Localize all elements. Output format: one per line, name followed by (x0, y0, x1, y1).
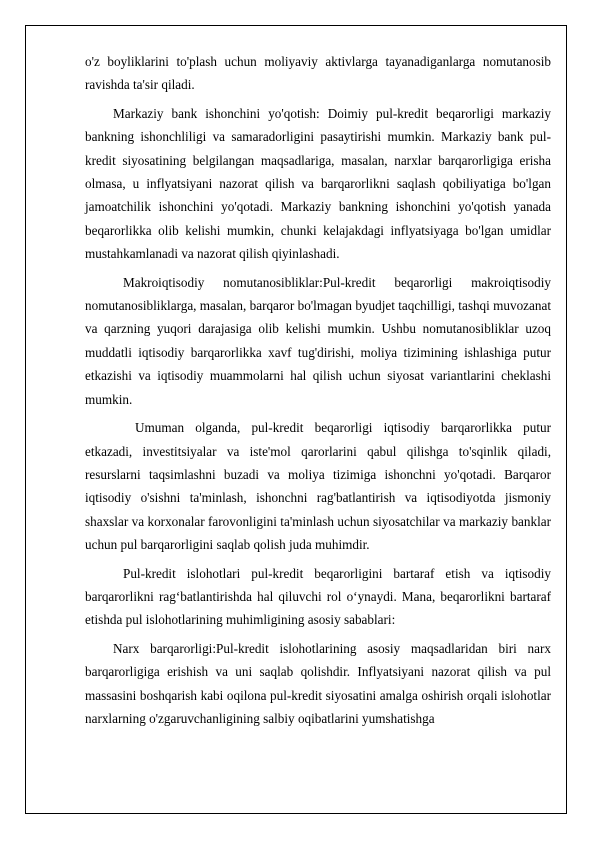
paragraph-monetary-reforms: Pul-kredit islohotlari pul-kredit beqarorligini bartaraf etish va iqtisodiy barqarorlikni rag‘batlantirishda hal qiluvchi rol o‘ynaydi. Mana, beqarorlikni bartaraf etishda pul islohotlarining muhimligining asosiy sabablari: (85, 565, 551, 628)
paragraph-macroeconomic-imbalances: Makroiqtisodiy nomutanosibliklar:Pul-kredit beqarorligi makroiqtisodiy nomutanosibliklarga, masalan, barqaror bo'lmagan byudjet taqchilligi, tashqi muvozanat va qarzning yuqori darajasiga olib kelishi mumkin. Ushbu nomutanosibliklar uzoq muddatli iqtisodiy barqarorlikka xavf tug'dirishi, moliya tizimining ishlashiga putur etkazishi va iqtisodiy muammolarni hal qilish uchun siyosat variantlarini cheklashi mumkin. (85, 274, 551, 407)
paragraph-summary: Umuman olganda, pul-kredit beqarorligi iqtisodiy barqarorlikka putur etkazadi, investitsiyalar va iste'mol qarorlarini qabul qilishga to'sqinlik qiladi, resurslarni taqsimlashni buzadi va moliya tizimiga ishonchni yo'qotadi. Barqaror iqtisodiy o'sishni ta'minlash, ishonchni rag'batlantirish va iqtisodiyotda jismoniy shaxslar va korxonalar farovonligini ta'minlash uchun siyosatchilar va markaziy banklar uchun pul barqarorligini saqlab qolish juda muhimdir. (85, 420, 551, 553)
document-body (85, 50, 551, 735)
paragraph-continuation: o'z boyliklarini to'plash uchun moliyaviy aktivlarga tayanadiganlarga nomutanosib ravishda ta'sir qiladi. (85, 54, 551, 93)
paragraph-price-stability: Narx barqarorligi:Pul-kredit islohotlarining asosiy maqsadlaridan biri narx barqarorligiga erishish va uni saqlab qolishdir. Inflyatsiyani nazorat qilish va pul massasini boshqarish kabi oqilona pul-kredit siyosatini amalga oshirish orqali islohotlar narxlarning o'zgaruvchanligining salbiy oqibatlarini yumshatishga (85, 640, 551, 726)
paragraph-central-bank-credibility: Markaziy bank ishonchini yo'qotish: Doimiy pul-kredit beqarorligi markaziy bankning ishonchliligi va samaradorligini pasaytirishi mumkin. Markaziy bank pul-kredit siyosatining belgilangan maqsadlariga, masalan, narxlar barqarorligiga erisha olmasa, u inflyatsiyani nazorat qilish va barqarorlikni saqlash qobiliyatiga bo'lgan jamoatchilik ishonchini yo'qotadi. Markaziy bankning ishonchini yo'qotish yanada beqarorlikka olib kelishi mumkin, chunki kelajakdagi inflyatsiyaga bo'lgan umidlar mustahkamlanadi va nazorat qilish qiyinlashadi. (85, 105, 551, 262)
